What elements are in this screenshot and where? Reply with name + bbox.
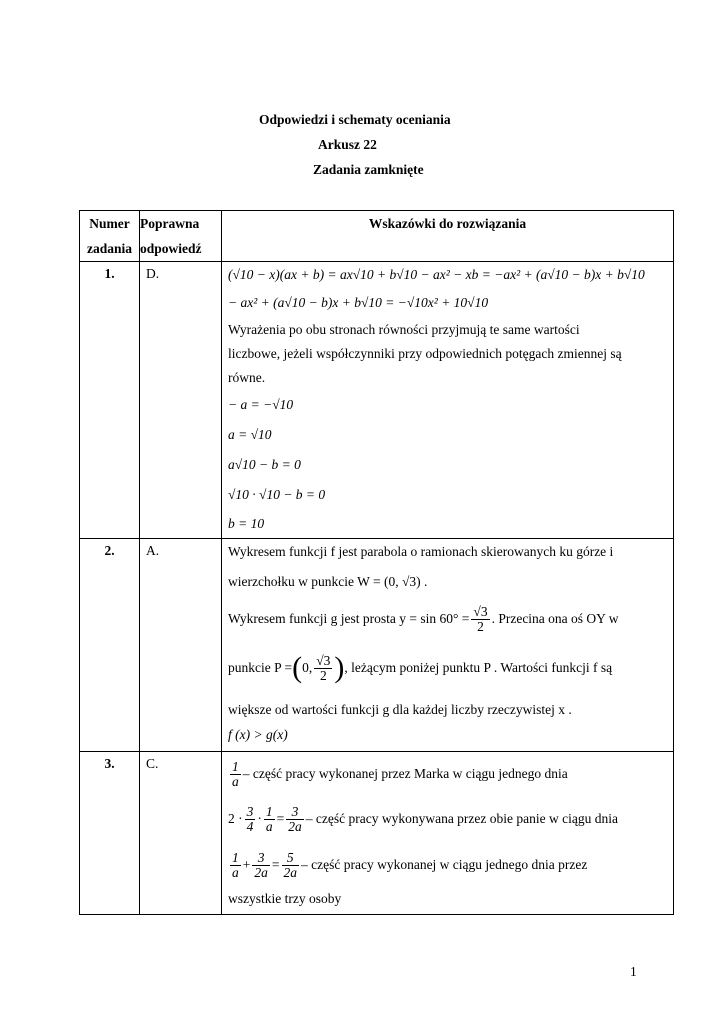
solution-hints: [222, 539, 674, 752]
solution-line: większe od wartości funkcji g dla każdej liczby rzeczywistej x .: [228, 702, 572, 717]
correct-answer: D.: [140, 262, 222, 539]
solution-line: (√10 − x)(ax + b) = ax√10 + b√10 − ax² − xb = −ax² + (a√10 − b)x + b√10: [228, 267, 645, 282]
fraction: $\frac{3}{2a}$: [254, 849, 268, 880]
fraction: $\frac{3}{2a}$: [288, 803, 302, 834]
task-number: 2.: [80, 539, 140, 752]
column-header-number: Numer zadania: [80, 211, 140, 262]
correct-answer: A.: [140, 539, 222, 752]
solution-line: wierzchołku w punkcie W = (0, √3) .: [228, 574, 428, 589]
solution-line: punkcie P = ( 0, $\frac{√3}{2}$ ) , leżącym poniżej punktu P . Wartości funkcji f są: [228, 651, 613, 684]
table-row: [80, 262, 674, 539]
fraction: $\frac{√3}{2}$: [473, 603, 488, 634]
solution-line: f (x) > g(x): [228, 727, 288, 742]
solution-hints: [222, 262, 674, 539]
solution-line: Wykresem funkcji f jest parabola o ramionach skierowanych ku górze i: [228, 544, 614, 559]
fraction: $\frac{1}{a}$: [232, 758, 239, 789]
fraction: $\frac{1}{a}$: [265, 803, 273, 834]
correct-answer: C.: [140, 752, 222, 915]
solution-line: − a = −√10: [228, 397, 294, 412]
task-number: 3.: [80, 752, 140, 915]
solution-line: a = √10: [228, 427, 272, 442]
solution-line: liczbowe, jeżeli współczynniki przy odpowiednich potęgach zmiennej są: [228, 346, 622, 361]
fraction: $\frac{3}{4}$: [246, 803, 254, 834]
solution-line: √10 · √10 − b = 0: [228, 487, 326, 502]
table-row: [80, 752, 674, 915]
solution-line: równe.: [228, 370, 266, 385]
solution-line: wszystkie trzy osoby: [228, 891, 342, 906]
solution-line: Wyrażenia po obu stronach równości przyjmują te same wartości: [228, 322, 580, 337]
solution-line: − ax² + (a√10 − b)x + b√10 = −√10x² + 10√10: [228, 295, 489, 310]
solution-line: b = 10: [228, 516, 265, 531]
table-header-row: [80, 211, 674, 262]
solution-line: Wykresem funkcji g jest prosta y = sin 60° = $\frac{√3}{2}$ . Przecina ona oś OY w: [228, 603, 619, 634]
column-header-answer: Poprawna odpowiedź: [140, 211, 222, 262]
solution-line: a√10 − b = 0: [228, 457, 301, 472]
page-number: 1: [630, 964, 637, 979]
table-row: [80, 539, 674, 752]
column-header-hints: Wskazówki do rozwiązania: [222, 211, 674, 262]
solution-hints: [222, 752, 674, 915]
fraction: $\frac{5}{2a}$: [283, 849, 297, 880]
solution-line: $\frac{1}{a}$ + $\frac{3}{2a}$ = $\frac{5}{2a}$ – część pracy wykonanej w ciągu jednego dnia przez: [232, 849, 588, 880]
fraction: $\frac{1}{a}$: [232, 849, 239, 880]
task-number: 1.: [80, 262, 140, 539]
solution-line: $\frac{1}{a}$ – część pracy wykonanej przez Marka w ciągu jednego dnia: [232, 758, 568, 789]
solution-line: 2 · $\frac{3}{4}$ · $\frac{1}{a}$ = $\frac{3}{2a}$ – część pracy wykonywana przez obie panie w ciągu dnia: [228, 803, 618, 834]
answers-table: [79, 210, 674, 915]
fraction: $\frac{√3}{2}$: [316, 652, 331, 683]
